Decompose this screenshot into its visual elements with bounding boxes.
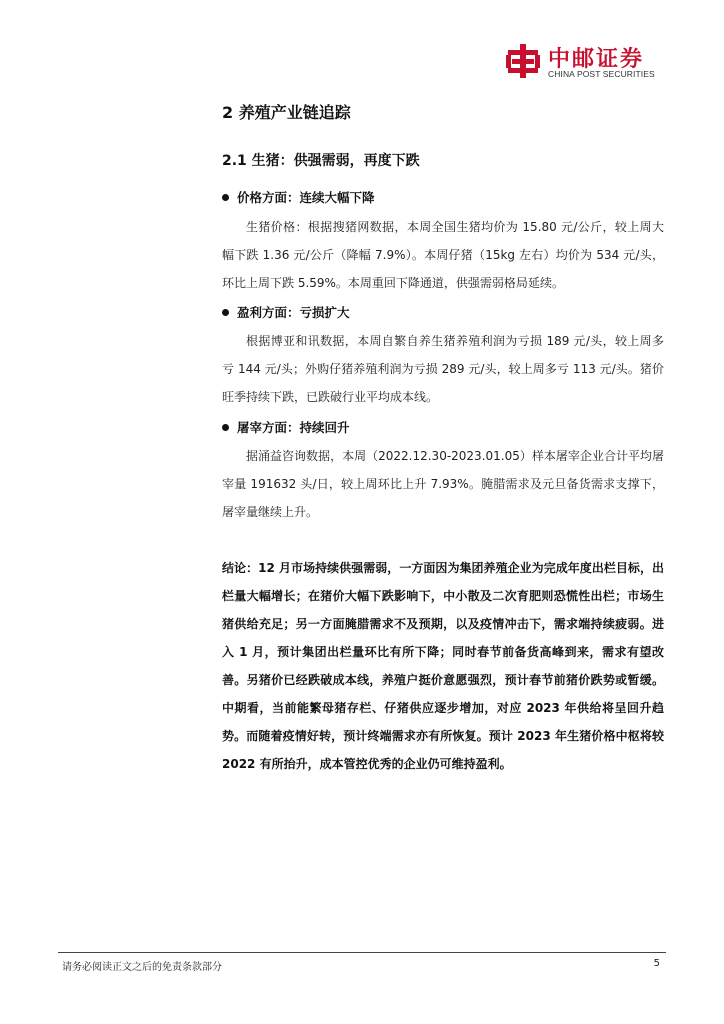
- bullet-heading-slaughter: [222, 418, 350, 436]
- section-title: 2 养殖产业链追踪: [222, 103, 351, 122]
- bullet-heading-text: 盈利方面：亏损扩大: [237, 305, 350, 320]
- conclusion-paragraph: 结论：12 月市场持续供强需弱，一方面因为集团养殖企业为完成年度出栏目标，出栏量大幅增长；在猪价大幅下跌影响下，中小散及二次育肥则恐慌性出栏；市场生猪供给充足；另一方面腌腊需求不及预期，以及疫情冲击下，需求端持续疲弱。进入 1 月，预计集团出栏量环比有所下降；同时春节前备货高峰到来，需求有望改善。另猪价已经跌破成本线，养殖户挺价意愿强烈，预计春节前猪价跌势或暂缓。中期看，当前能繁母猪存栏、仔猪供应逐步增加，对应 2023 年供给将呈回升趋势。而随着疫情好转，预计终端需求亦有所恢复。预计 2023 年生猪价格中枢将较 2022 有所抬升，成本管控优秀的企业仍可维持盈利。: [222, 561, 664, 771]
- bullet-dot-icon: [222, 424, 229, 431]
- paragraph-profit: 根据博亚和讯数据，本周自繁自养生猪养殖利润为亏损 189 元/头，较上周多亏 144 元/头；外购仔猪养殖利润为亏损 289 元/头，较上周多亏 113 元/头。猪价旺季持续下跌，已跌破行业平均成本线。: [222, 334, 664, 404]
- brand-name-en: CHINA POST SECURITIES: [548, 69, 655, 79]
- bullet-heading-text: 价格方面：连续大幅下降: [237, 190, 375, 205]
- bullet-dot-icon: [222, 194, 229, 201]
- paragraph-price: 生猪价格：根据搜猪网数据，本周全国生猪均价为 15.80 元/公斤，较上周大幅下跌 1.36 元/公斤（降幅 7.9%）。本周仔猪（15kg 左右）均价为 534 元/头，环比上周下跌 5.59%。本周重回下降通道，供强需弱格局延续。: [222, 220, 664, 290]
- bullet-dot-icon: [222, 309, 229, 316]
- brand-header: [506, 42, 666, 82]
- china-post-logo-icon: [506, 42, 540, 80]
- brand-name-cn: 中邮证券: [548, 47, 645, 72]
- bullet-heading-text: 屠宰方面：持续回升: [237, 420, 350, 435]
- paragraph-slaughter: 据涌益咨询数据，本周（2022.12.30-2023.01.05）样本屠宰企业合计平均屠宰量 191632 头/日，较上周环比上升 7.93%。腌腊需求及元旦备货需求支撑下，屠宰量继续上升。: [222, 449, 664, 519]
- bullet-heading-price: [222, 188, 375, 206]
- page-number: 5: [653, 958, 660, 969]
- subsection-title: 2.1 生猪：供强需弱，再度下跌: [222, 153, 420, 169]
- bullet-heading-profit: [222, 303, 350, 321]
- footer-disclaimer: 请务必阅读正文之后的免责条款部分: [62, 962, 222, 973]
- footer-divider: [58, 952, 666, 953]
